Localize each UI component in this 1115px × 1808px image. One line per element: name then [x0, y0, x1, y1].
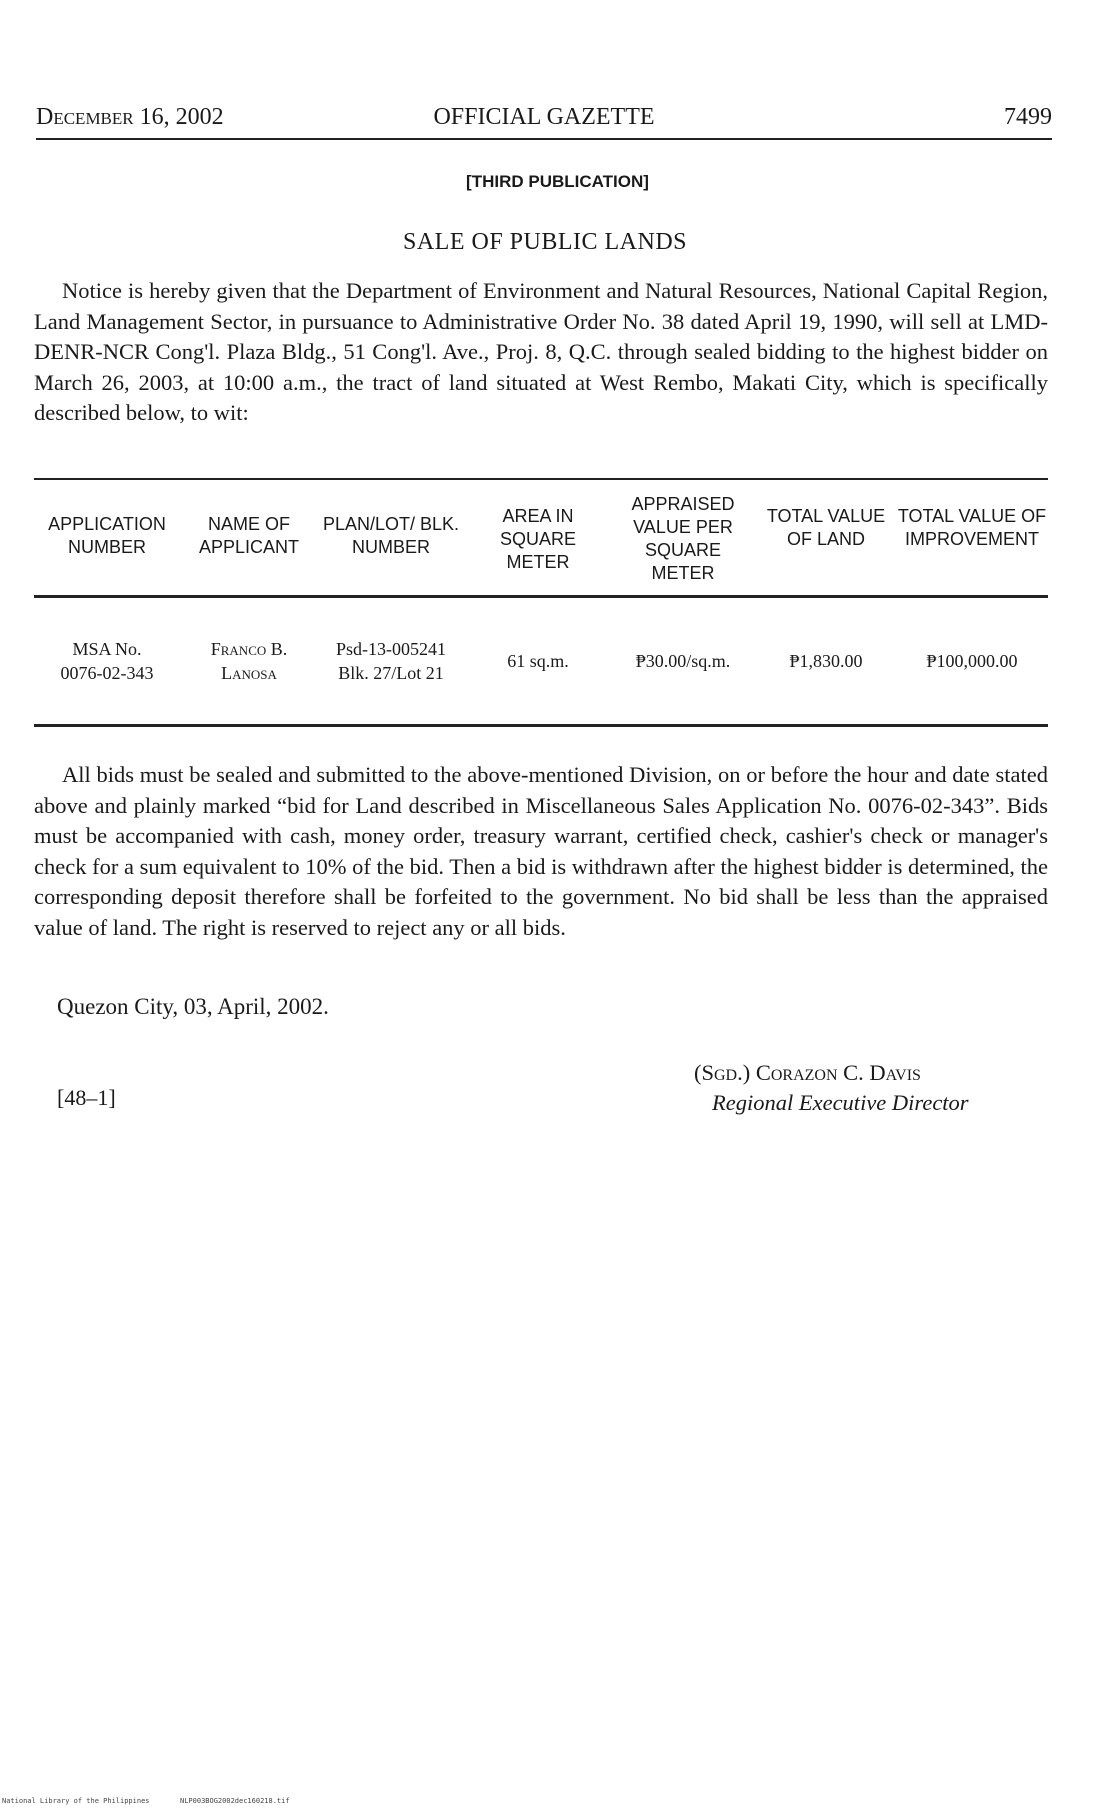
col-header-appraised-value: APPRAISED VALUE PER SQUARE METER: [631, 494, 735, 583]
col-header-applicant-name: NAME OF APPLICANT: [198, 514, 300, 557]
table-bottom-rule: [34, 724, 1048, 727]
cell-plan-lot-blk: [318, 637, 464, 685]
bids-paragraph-wrap: [34, 760, 1048, 943]
footer-library: National Library of the Philippines: [2, 1797, 150, 1805]
cell-application-number-line2: 0076-02-343: [60, 663, 154, 683]
cell-total-land: ₱1,830.00: [789, 651, 863, 671]
cell-appraised-value: ₱30.00/sq.m.: [635, 651, 731, 671]
publication-reference: [48–1]: [57, 1085, 116, 1110]
col-header-application-number: APPLICATION NUMBER: [48, 514, 166, 557]
col-header-total-improvement: TOTAL VALUE OF IMPROVEMENT: [897, 506, 1047, 549]
footer-file: NLP003BOG2002dec160218.tif: [180, 1797, 290, 1805]
bids-paragraph: All bids must be sealed and submitted to the above-mentioned Division, on or before the hour and date stated above and plainly marked “bid for Land described in Miscellaneous Sales Application No. 0076-02-343”. Bids must be accompanied with cash, money order, treasury warrant, certified check, cashier's check or manager's check for a sum equivalent to 10% of the bid. Then a bid is withdrawn after the highest bidder is determined, the corresponding deposit therefore shall be forfeited to the government. No bid shall be less than the appraised value of land. The right is reserved to reject any or all bids.: [34, 762, 1048, 940]
header-publication: OFFICIAL GAZETTE: [433, 104, 655, 130]
table-header-rule: [34, 595, 1048, 598]
col-header-plan-lot-blk: PLAN/LOT/ BLK. NUMBER: [322, 514, 460, 557]
cell-plan-line1: Psd-13-005241: [335, 639, 446, 659]
cell-applicant-line1: Franco B.: [210, 639, 288, 659]
cell-total-improvement: ₱100,000.00: [926, 651, 1018, 671]
header-page-number: 7499: [1004, 104, 1052, 130]
cell-area: 61 sq.m.: [507, 651, 569, 671]
cell-applicant-line2: Lanosa: [221, 663, 277, 683]
running-header: [36, 104, 1052, 140]
place-and-date: Quezon City, 03, April, 2002.: [57, 994, 329, 1019]
cell-plan-line2: Blk. 27/Lot 21: [338, 663, 444, 683]
signature-block: [694, 1058, 969, 1118]
col-header-total-land: TOTAL VALUE OF LAND: [766, 506, 886, 549]
col-header-area: AREA IN SQUARE METER: [499, 506, 577, 572]
table-top-rule: [34, 478, 1048, 480]
page-title: SALE OF PUBLIC LANDS: [402, 229, 688, 255]
cell-application-number: [34, 637, 180, 685]
cell-application-number-line1: MSA No.: [72, 639, 142, 659]
publication-note: [THIRD PUBLICATION]: [466, 172, 649, 191]
header-date: December 16, 2002: [36, 104, 224, 130]
notice-paragraph: Notice is hereby given that the Department of Environment and Natural Resources, National Capital Region, Land Management Sector, in pursuance to Administrative Order No. 38 dated April 19, 1990, will sell at LMD-DENR-NCR Cong'l. Plaza Bldg., 51 Cong'l. Ave., Proj. 8, Q.C. through sealed bidding to the highest bidder on March 26, 2003, at 10:00 a.m., the tract of land situated at West Rembo, Makati City, which is specifically described below, to wit:: [34, 278, 1048, 425]
cell-applicant-name: [190, 637, 308, 685]
signatory-name: (Sgd.) Corazon C. Davis: [694, 1060, 921, 1085]
signatory-title: Regional Executive Director: [712, 1090, 969, 1115]
notice-paragraph-wrap: [34, 276, 1048, 429]
